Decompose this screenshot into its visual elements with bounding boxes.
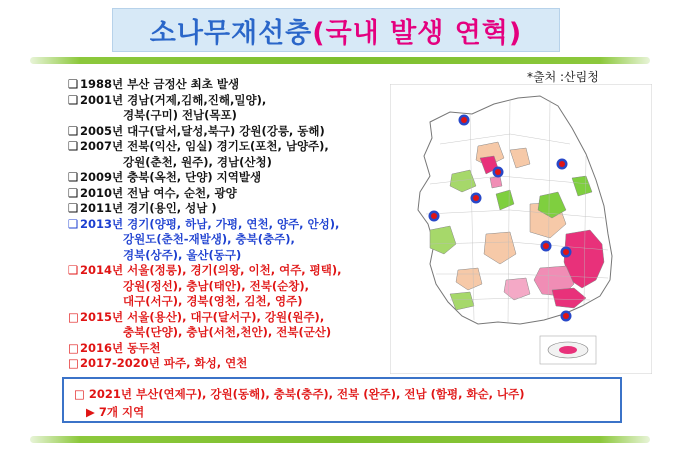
- jeju-infected: [559, 346, 577, 354]
- bullet-box-icon: ❑: [68, 201, 79, 215]
- timeline-list: [68, 77, 398, 372]
- infected-region: [490, 176, 502, 188]
- outbreak-marker-core: [461, 117, 467, 123]
- indent: [68, 155, 123, 171]
- indent: [68, 294, 123, 310]
- timeline-line: [68, 341, 398, 357]
- bullet-box-icon: □: [68, 340, 79, 355]
- timeline-line: [68, 93, 398, 109]
- korea-map: [390, 84, 652, 374]
- outbreak-marker-core: [473, 195, 479, 201]
- outbreak-marker-core: [563, 249, 569, 255]
- outbreak-marker-core: [495, 169, 501, 175]
- timeline-line: [68, 201, 398, 217]
- source-note: *출처 :산림청: [527, 70, 599, 84]
- page-title: [150, 11, 522, 50]
- timeline-text: 경북(상주), 울산(동구): [123, 247, 242, 262]
- title-main: 소나무재선충: [149, 17, 313, 49]
- timeline-line: [68, 294, 398, 310]
- timeline-text: 2010년 전남 여수, 순천, 광양: [80, 185, 237, 200]
- timeline-text: 강원도(춘천-재발생), 충북(충주),: [123, 232, 295, 246]
- outbreak-marker-core: [559, 161, 565, 167]
- timeline-text: 2015년 서울(용산), 대구(달서구), 강원(원주),: [80, 309, 325, 324]
- latest-summary: ▶ 7개 지역: [86, 405, 145, 419]
- title-banner: [112, 8, 560, 52]
- timeline-text: 충북(단양), 충남(서천,천안), 전북(군산): [123, 325, 332, 339]
- timeline-line: [68, 325, 398, 341]
- indent: [68, 279, 123, 295]
- timeline-text: 2014년 서울(정릉), 경기(의왕, 이천, 여주, 평택),: [80, 263, 342, 277]
- title-sub: (국내 발생 연혁): [312, 17, 523, 49]
- timeline-text: 2007년 전북(익산, 임실) 경기도(포천, 남양주),: [80, 139, 329, 153]
- latest-line: □ 2021년 부산(연제구), 강원(동해), 충북(충주), 전북 (완주), 전남 (함평, 화순, 나주): [74, 387, 525, 401]
- latest-2021-box: [62, 377, 622, 423]
- timeline-line: [68, 310, 398, 326]
- timeline-line: [68, 124, 398, 140]
- timeline-line: [68, 139, 398, 155]
- timeline-text: 2013년 경기(양평, 하남, 가평, 연천, 양주, 안성),: [80, 216, 340, 231]
- timeline-text: 2005년 대구(달서,달성,북구) 강원(강릉, 동해): [80, 123, 325, 138]
- timeline-text: 2017-2020년 파주, 화성, 연천: [80, 356, 248, 370]
- timeline-text: 2011년 경기(용인, 성남 ): [80, 201, 217, 215]
- timeline-text: 1988년 부산 금정산 최초 발생: [80, 77, 240, 91]
- outbreak-marker-core: [431, 213, 437, 219]
- timeline-line: [68, 77, 398, 93]
- bullet-box-icon: ❑: [68, 139, 79, 153]
- timeline-text: 경북(구미) 전남(목포): [123, 108, 237, 122]
- timeline-line: [68, 155, 398, 171]
- timeline-line: [68, 248, 398, 264]
- timeline-line: [68, 217, 398, 233]
- outbreak-marker-core: [563, 313, 569, 319]
- bullet-box-icon: □: [68, 356, 79, 370]
- bullet-box-icon: ❑: [68, 92, 79, 107]
- bullet-box-icon: ❑: [68, 216, 79, 231]
- top-divider: [30, 57, 650, 64]
- timeline-text: 2009년 충북(옥천, 단양) 지역발생: [80, 170, 262, 184]
- timeline-line: [68, 108, 398, 124]
- bullet-box-icon: ❑: [68, 263, 79, 277]
- bullet-box-icon: □: [68, 309, 79, 324]
- timeline-line: [68, 263, 398, 279]
- indent: [68, 325, 123, 341]
- timeline-line: [68, 186, 398, 202]
- timeline-line: [68, 279, 398, 295]
- indent: [68, 232, 123, 248]
- timeline-text: 강원(춘천, 원주), 경남(산청): [123, 154, 272, 169]
- timeline-text: 2001년 경남(거제,김해,진해,밀양),: [80, 92, 267, 107]
- timeline-text: 강원(정선), 충남(태안), 전북(순창),: [123, 278, 309, 293]
- timeline-line: [68, 356, 398, 372]
- indent: [68, 108, 123, 124]
- bullet-box-icon: ❑: [68, 123, 79, 138]
- timeline-text: 대구(서구), 경북(영천, 김천, 영주): [123, 294, 303, 308]
- bullet-box-icon: ❑: [68, 77, 79, 91]
- timeline-line: [68, 232, 398, 248]
- timeline-text: 2016년 동두천: [80, 340, 161, 355]
- bullet-box-icon: ❑: [68, 185, 79, 200]
- bottom-divider: [30, 436, 650, 443]
- bullet-box-icon: ❑: [68, 170, 79, 184]
- indent: [68, 248, 123, 264]
- timeline-line: [68, 170, 398, 186]
- outbreak-marker-core: [543, 243, 549, 249]
